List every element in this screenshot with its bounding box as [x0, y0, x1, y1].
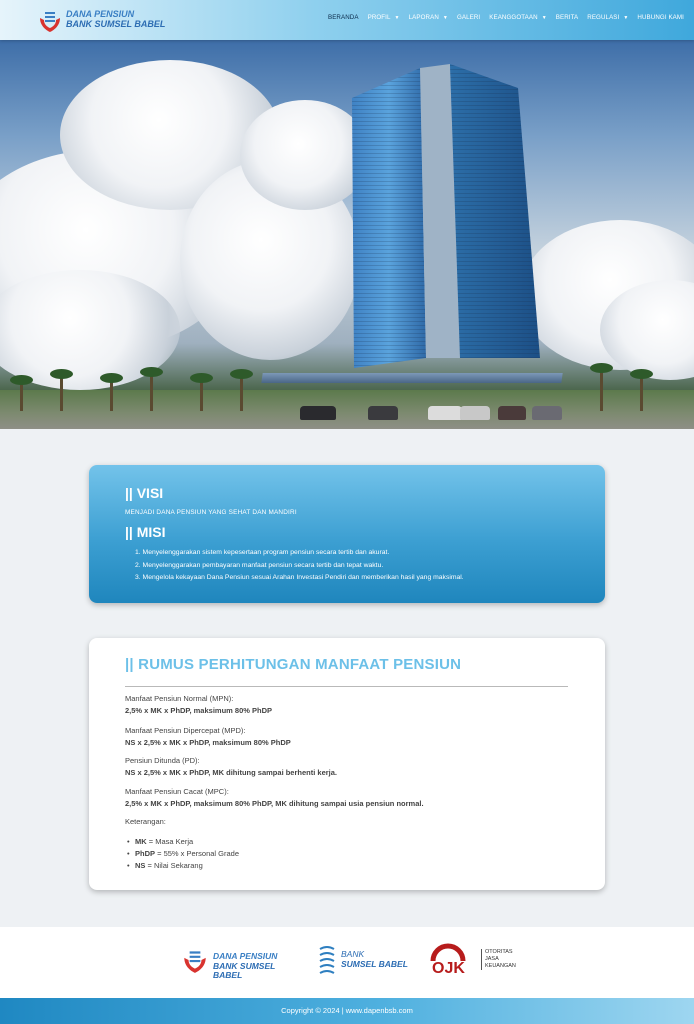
formula-value: NS x 2,5% x MK x PhDP, MK dihitung sampai berhenti kerja. — [125, 768, 337, 777]
rumus-title: || RUMUS PERHITUNGAN MANFAAT PENSIUN — [125, 656, 462, 673]
visi-misi-card — [89, 465, 605, 603]
nav-item-galeri[interactable]: GALERI — [456, 14, 481, 21]
formula-value: 2,5% x MK x PhDP, maksimum 80% PhDP — [125, 706, 273, 715]
nav-item-hubungi-kami[interactable]: HUBUNGI KAMI — [637, 14, 684, 21]
tower-building — [350, 58, 558, 398]
misi-title: || MISI — [125, 524, 166, 540]
keterangan-label: Keterangan: — [125, 817, 166, 826]
chevron-down-icon: ▼ — [541, 15, 547, 21]
footer-logo2-line1: BANK — [341, 949, 365, 959]
footer-logo-ojk[interactable] — [430, 943, 520, 979]
hero-image — [0, 40, 694, 429]
divider — [125, 686, 568, 687]
misi-item: 3. Mengelola kekayaan Dana Pensiun sesuai Arahan Investasi Pendiri dan memberikan hasil yang maksimal. — [135, 574, 464, 581]
keterangan-item: • MK = Masa Kerja — [135, 837, 193, 846]
visi-text: MENJADI DANA PENSIUN YANG SEHAT DAN MANDIRI — [125, 509, 297, 516]
nav-item-profil[interactable]: PROFIL ▼ — [367, 14, 400, 21]
formula-label: Manfaat Pensiun Normal (MPN): — [125, 694, 234, 703]
chevron-down-icon: ▼ — [442, 15, 448, 21]
footer-logo2-line2: SUMSEL BABEL — [341, 958, 408, 969]
footer-logo-dapen[interactable] — [180, 945, 305, 980]
footer-bar — [0, 998, 694, 1024]
nav-item-beranda[interactable]: BERANDA — [327, 14, 359, 21]
formula-label: Pensiun Ditunda (PD): — [125, 756, 200, 765]
formula-value: 2,5% x MK x PhDP, maksimum 80% PhDP, MK dihitung sampai usia pensiun normal. — [125, 799, 424, 808]
footer-partner-logos — [0, 927, 694, 998]
bank-sumsel-wave-icon — [316, 945, 338, 977]
footer-logo-bank[interactable] — [316, 945, 426, 979]
misi-item: 1. Menyelenggarakan sistem kepesertaan program pensiun secara tertib dan akurat. — [135, 549, 390, 556]
main-nav — [319, 14, 684, 21]
chevron-down-icon: ▼ — [394, 15, 400, 21]
nav-item-regulasi[interactable]: REGULASI ▼ — [587, 14, 629, 21]
chevron-down-icon: ▼ — [623, 15, 629, 21]
footer-logo1-line2: BANK SUMSEL BABEL — [213, 960, 276, 980]
logo-line2: BANK SUMSEL BABEL — [66, 19, 166, 29]
keterangan-item: • NS = Nilai Sekarang — [135, 861, 203, 870]
misi-item: 2. Menyelenggarakan pembayaran manfaat pensiun secara tertib dan tepat waktu. — [135, 561, 384, 569]
ojk-text: OTORITAS JASA KEUANGAN — [481, 949, 516, 970]
dapen-logo-icon — [36, 6, 64, 34]
rumus-card — [89, 638, 605, 890]
site-header — [0, 0, 694, 40]
ojk-mark: OJK — [432, 960, 465, 977]
ojk-logo-icon — [430, 943, 478, 977]
formula-label: Manfaat Pensiun Cacat (MPC): — [125, 787, 229, 796]
logo-line1: DANA PENSIUN — [66, 9, 135, 19]
keterangan-item: • PhDP = 55% x Personal Grade — [135, 849, 239, 858]
formula-value: NS x 2,5% x MK x PhDP, maksimum 80% PhDP — [125, 738, 291, 747]
visi-title: || VISI — [125, 485, 164, 501]
nav-item-laporan[interactable]: LAPORAN ▼ — [408, 14, 448, 21]
nav-item-berita[interactable]: BERITA — [555, 14, 579, 21]
dapen-logo-icon — [180, 945, 210, 975]
formula-label: Manfaat Pensiun Dipercepat (MPD): — [125, 726, 246, 735]
copyright-text: Copyright © 2024 | www.dapenbsb.com — [281, 1006, 413, 1015]
footer-logo1-line1: DANA PENSIUN — [213, 951, 278, 961]
misi-list — [135, 547, 464, 585]
nav-item-keanggotaan[interactable]: KEANGGOTAAN ▼ — [489, 14, 547, 21]
site-logo[interactable] — [36, 6, 166, 34]
